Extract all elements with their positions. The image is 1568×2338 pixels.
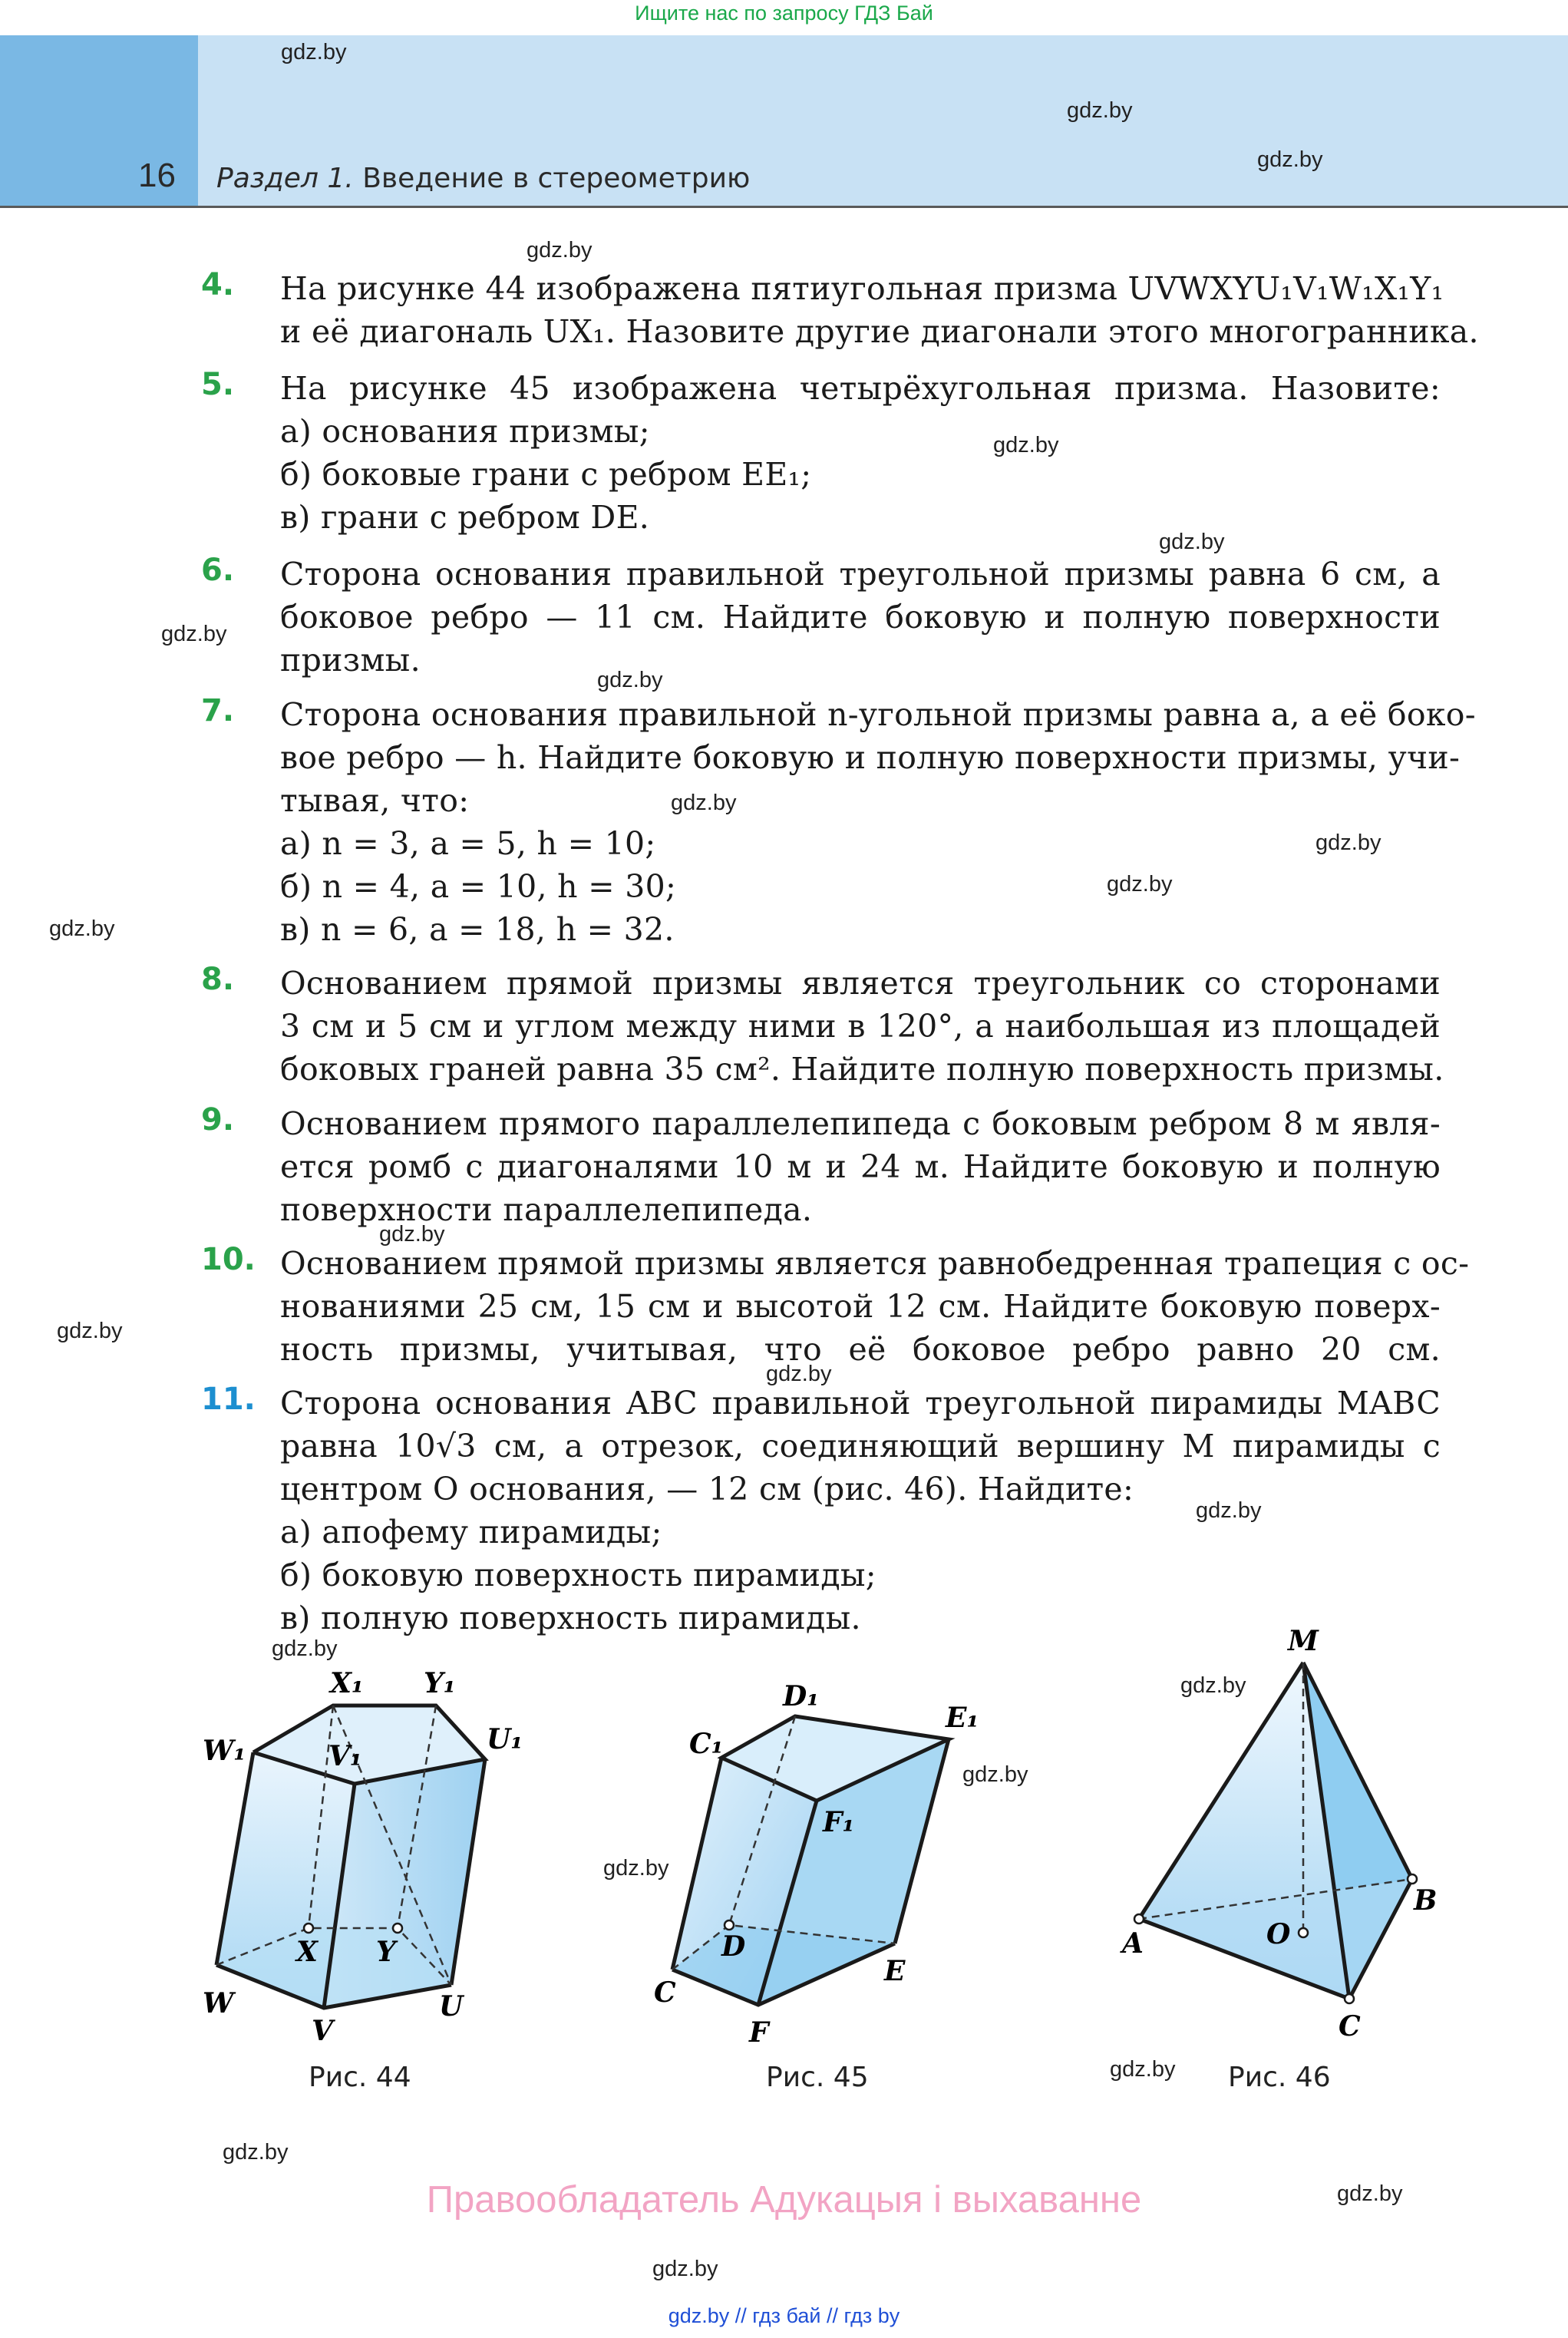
watermark: gdz.by [1337,2181,1403,2206]
copyright-notice: Правообладатель Адукацыя і выхаванне [426,2179,1142,2221]
problem-line: поверхности параллелепипеда. [280,1191,813,1228]
problem-line: боковое ребро — 11 см. Найдите боковую и полную поверхности [280,599,1441,636]
watermark: gdz.by [527,238,593,263]
figure-label: W₁ [203,1735,246,1767]
problem-line: Основанием прямой призмы является треугольник со сторонами [280,965,1441,1002]
figure-label: O [1266,1918,1291,1950]
figure-label: C [654,1976,676,2009]
problem-line: б) боковые грани с ребром EE₁; [280,456,812,493]
problem-line: призмы. [280,642,421,679]
section-label: Раздел 1. [216,163,354,194]
problem-line: б) n = 4, a = 10, h = 30; [280,868,677,905]
figure-label: A [1122,1927,1144,1960]
figure-label: C₁ [689,1728,724,1760]
problem-line: На рисунке 44 изображена пятиугольная призма UVWXYU₁V₁W₁X₁Y₁ [280,270,1444,307]
watermark: gdz.by [1159,530,1225,554]
watermark: gdz.by [379,1222,445,1247]
figure-label: E₁ [946,1702,979,1734]
watermark: gdz.by [1107,872,1173,897]
figure-44-caption: Рис. 44 [309,2062,411,2093]
figure-label: Y₁ [424,1667,456,1699]
watermark: gdz.by [1315,831,1381,855]
watermark: gdz.by [671,791,737,815]
figure-label: W [203,1987,234,2019]
problem-line: Основанием прямой призмы является равнобедренная трапеция с ос- [280,1245,1470,1282]
problem-line: тывая, что: [280,782,470,819]
watermark: gdz.by [597,668,663,692]
watermark: gdz.by [1257,147,1323,172]
watermark: gdz.by [993,433,1059,457]
bottom-links[interactable]: gdz.by // гдз бай // гдз by [668,2304,900,2327]
watermark: gdz.by [1067,98,1133,123]
figure-label: D₁ [783,1680,819,1712]
problem-number: 5. [201,367,235,402]
problem-line: Сторона основания правильной треугольной призмы равна 6 см, а [280,556,1441,593]
problem-line: Основанием прямого параллелепипеда с боковым ребром 8 м явля- [280,1105,1441,1142]
watermark: gdz.by [57,1319,123,1343]
problem-number: 8. [201,962,235,997]
problem-number: 9. [201,1102,235,1138]
figure-46-pyramid [1134,1663,1417,2003]
problem-number: 6. [201,553,235,588]
watermark: gdz.by [1180,1673,1246,1698]
figure-label: F₁ [823,1806,855,1838]
problem-number: 11. [201,1382,256,1417]
watermark: gdz.by [161,622,227,646]
problem-line: а) апофему пирамиды; [280,1514,662,1550]
page-number: 16 [138,157,176,194]
problem-line: в) n = 6, a = 18, h = 32. [280,911,675,948]
problem-line: и её диагональ UX₁. Назовите другие диагонали этого многогранника. [280,313,1479,350]
watermark: gdz.by [281,40,347,64]
problem-number: 10. [201,1242,256,1277]
problem-line: 3 см и 5 см и углом между ними в 120°, а наибольшая из площадей [280,1008,1441,1045]
watermark: gdz.by [272,1636,338,1661]
figure-label: F [749,2016,769,2049]
figure-label: V [312,2015,333,2047]
watermark: gdz.by [223,2140,289,2165]
problem-line: равна 10√3 см, а отрезок, соединяющий вершину M пирамиды с [280,1428,1441,1465]
problem-line: центром O основания, — 12 см (рис. 46). Найдите: [280,1471,1134,1507]
problem-line: ность призмы, учитывая, что её боковое ребро равно 20 см. [280,1331,1441,1368]
watermark: gdz.by [49,916,115,941]
watermark: gdz.by [962,1762,1028,1787]
problem-line: а) основания призмы; [280,413,650,450]
figure-label: M [1288,1625,1319,1657]
figure-label: D [721,1930,746,1963]
figure-label: B [1414,1884,1438,1917]
problem-line: в) грани с ребром DE. [280,499,650,536]
figure-46-caption: Рис. 46 [1228,2062,1331,2093]
top-search-banner: Ищите нас по запросу ГДЗ Бай [635,2,933,25]
figure-label: E [884,1955,906,1987]
problem-line: вое ребро — h. Найдите боковую и полную поверхности призмы, учи- [280,739,1461,776]
figure-label: X [296,1936,318,1968]
problem-number: 7. [201,693,235,728]
problem-line: Сторона основания правильной n-угольной призмы равна a, а её боко- [280,696,1476,733]
figure-label: X₁ [330,1667,364,1699]
problem-line: б) боковую поверхность пирамиды; [280,1557,876,1593]
problem-line: боковых граней равна 35 см². Найдите полную поверхность призмы. [280,1051,1444,1088]
figure-label: Y [376,1936,396,1968]
watermark: gdz.by [603,1856,669,1881]
watermark: gdz.by [1110,2057,1176,2082]
problem-line: нованиями 25 см, 15 см и высотой 12 см. Найдите боковую поверх- [280,1288,1441,1325]
figure-label: V₁ [328,1740,362,1772]
problem-line: ется ромб с диагоналями 10 м и 24 м. Найдите боковую и полную [280,1148,1441,1185]
problem-number: 4. [201,267,235,302]
figure-label: U₁ [487,1723,523,1755]
problem-line: а) n = 3, a = 5, h = 10; [280,825,656,862]
watermark: gdz.by [766,1362,832,1386]
problem-line: в) полную поверхность пирамиды. [280,1600,861,1636]
figure-45-caption: Рис. 45 [766,2062,869,2093]
figure-label: U [439,1990,464,2023]
problem-line: На рисунке 45 изображена четырёхугольная призма. Назовите: [280,370,1441,407]
figure-label: C [1339,2010,1361,2042]
watermark: gdz.by [652,2257,718,2281]
section-name: Введение в стереометрию [362,163,751,194]
problem-line: Сторона основания ABC правильной треугольной пирамиды MABC [280,1385,1441,1422]
watermark: gdz.by [1196,1498,1262,1523]
